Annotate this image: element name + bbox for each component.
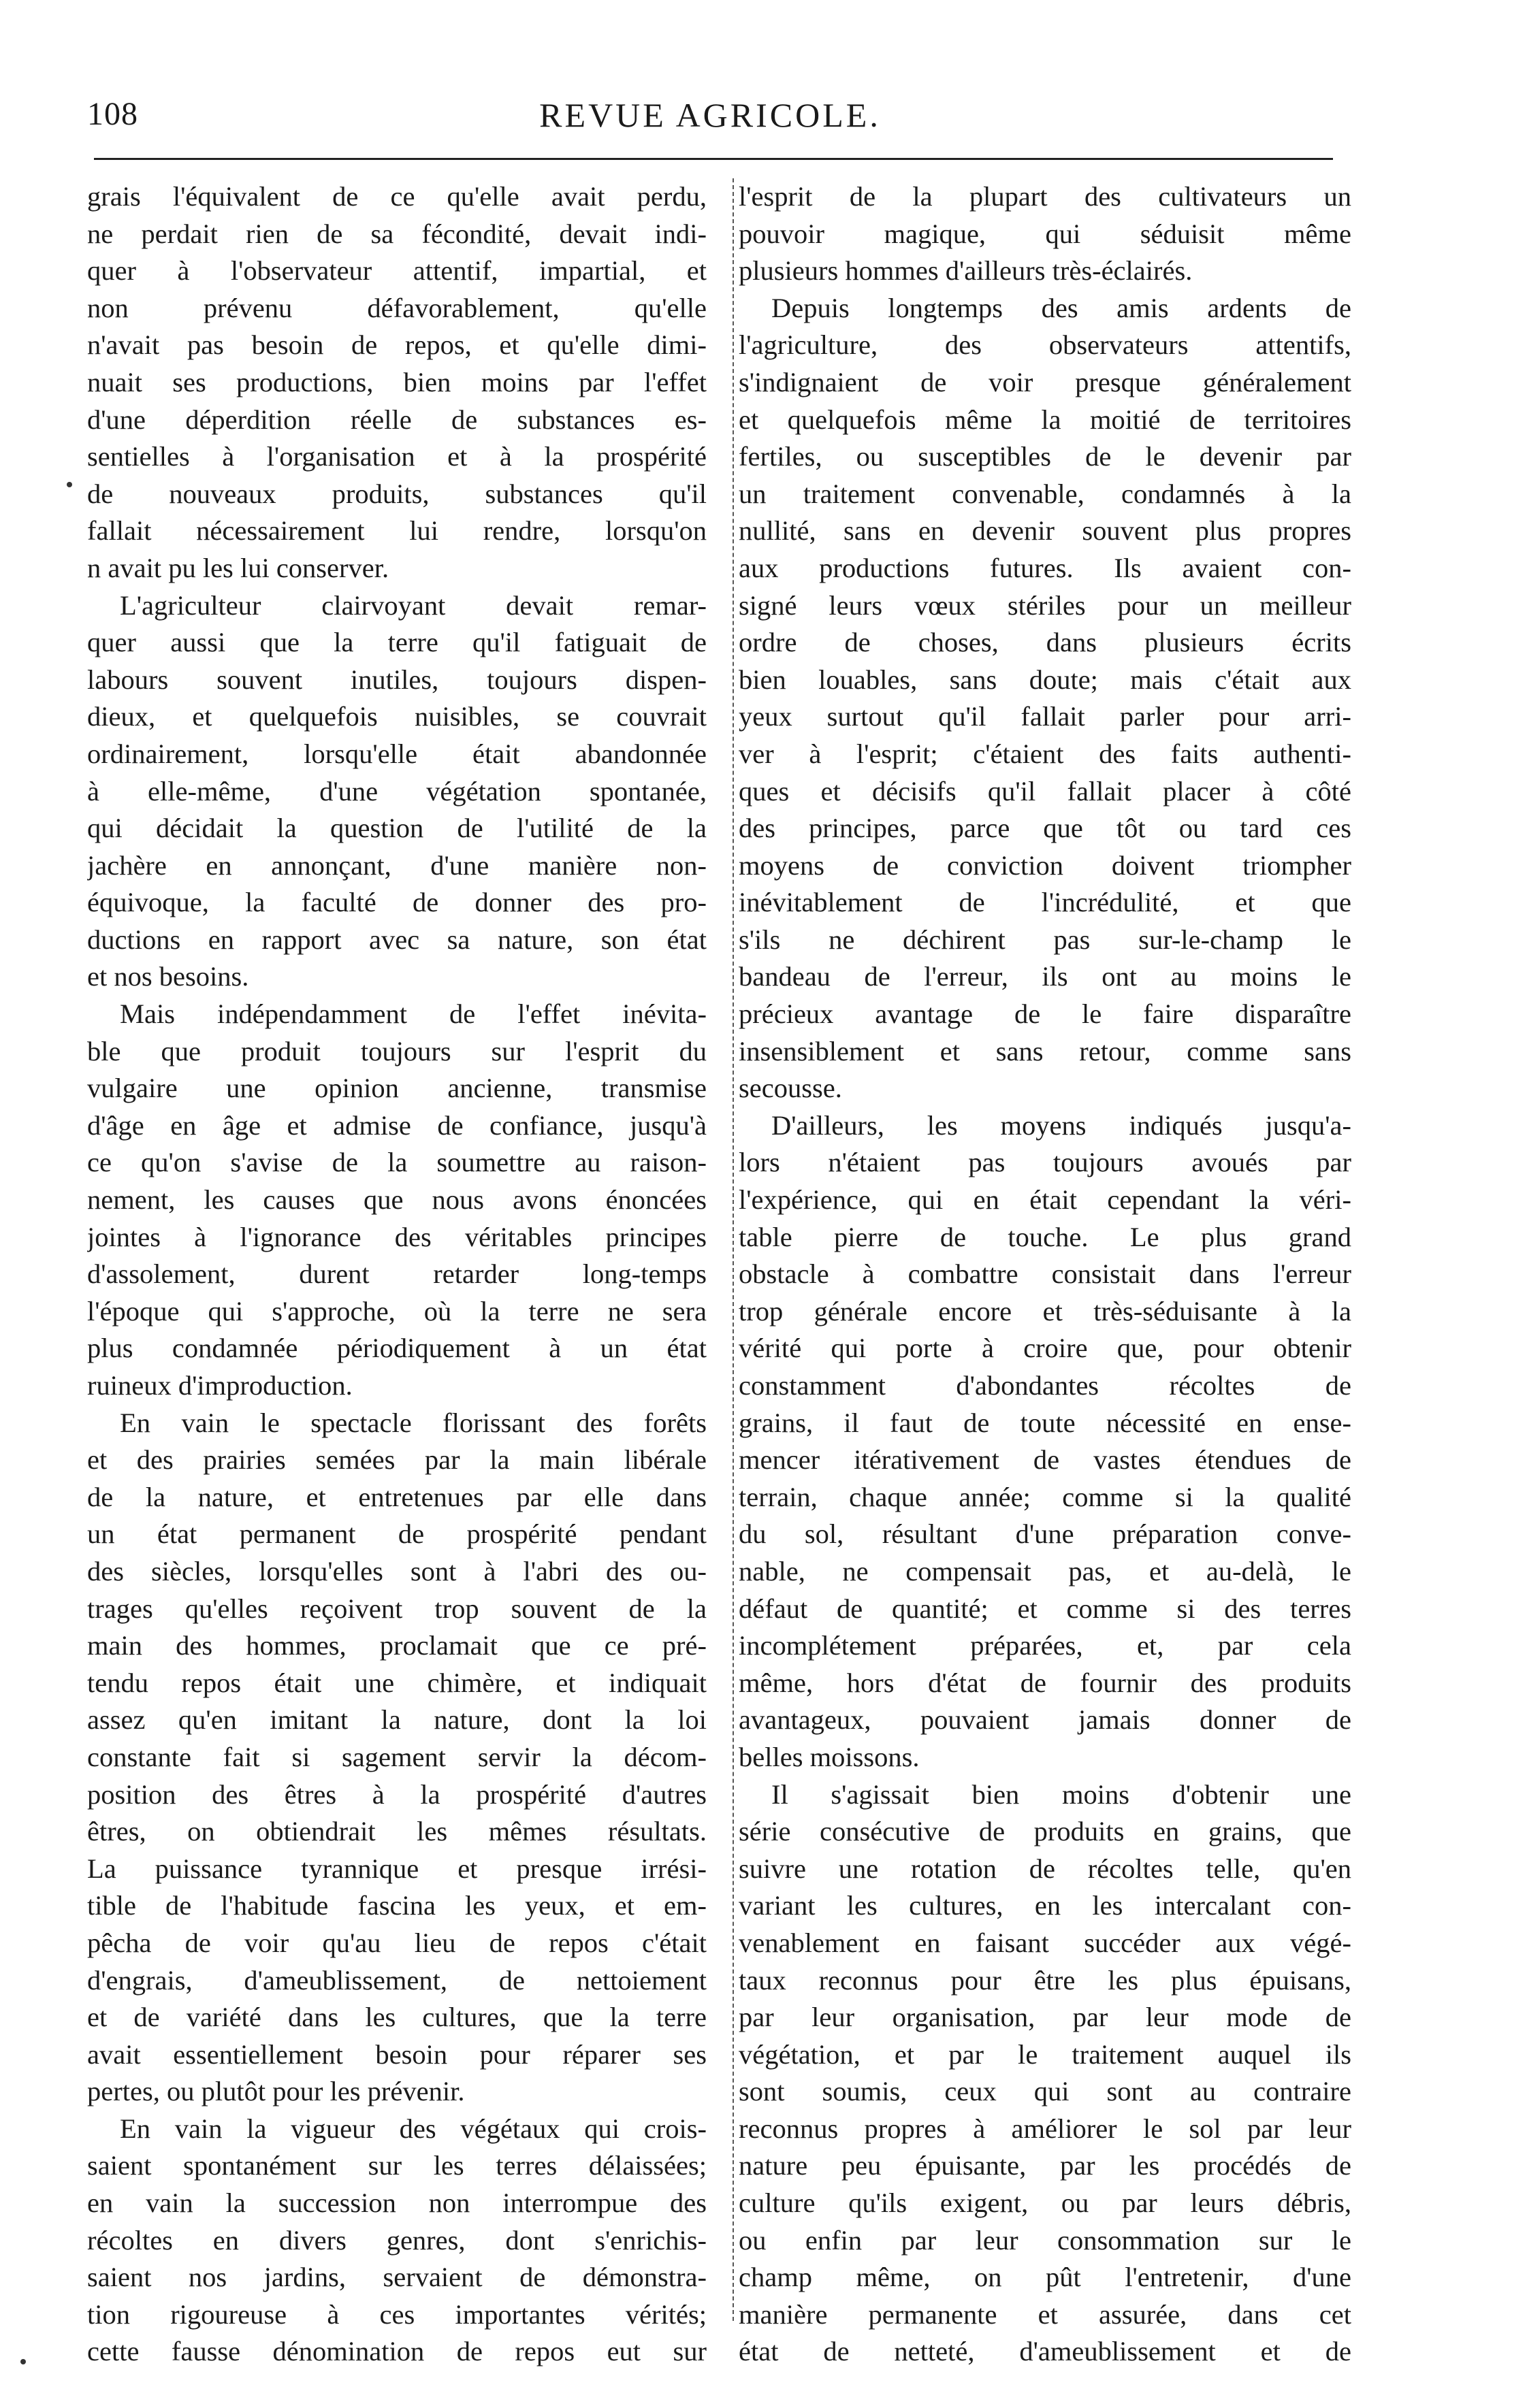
text-line: pertes, ou plutôt pour les prévenir. [87, 2076, 465, 2107]
text-line: champ même, on pût l'entretenir, d'une [739, 2262, 1351, 2293]
text-line: ruineux d'improduction. [87, 1370, 353, 1401]
column-divider [733, 178, 734, 2321]
text-line: D'ailleurs, les moyens indiqués jusqu'a- [771, 1109, 1351, 1141]
text-line: quer à l'observateur attentif, impartial, et [87, 255, 707, 287]
text-line: et de variété dans les cultures, que la terre [87, 2002, 707, 2033]
text-line: s'ils ne déchirent pas sur-le-champ le [739, 924, 1351, 955]
text-line: nement, les causes que nous avons énoncées [87, 1184, 707, 1216]
text-line: grais l'équivalent de ce qu'elle avait perdu, [87, 181, 707, 212]
text-line: variant les cultures, en les intercalant con- [739, 1890, 1351, 1921]
text-line: avait essentiellement besoin pour réparer ses [87, 2038, 707, 2070]
text-line: saient nos jardins, servaient de démonstra- [87, 2262, 707, 2293]
text-line: secousse. [739, 1073, 842, 1104]
text-line: par leur organisation, par leur mode de [739, 2002, 1351, 2033]
text-line: végétation, et par le traitement auquel ils [739, 2038, 1351, 2070]
text-line: l'agriculture, des observateurs attentifs, [739, 329, 1351, 361]
text-line: et des prairies semées par la main libérale [87, 1444, 707, 1476]
text-line: tendu repos était une chimère, et indiquait [87, 1667, 707, 1698]
text-line: quer aussi que la terre qu'il fatiguait de [87, 627, 707, 658]
text-line: sont soumis, ceux qui sont au contraire [739, 2076, 1351, 2107]
text-line: du sol, résultant d'une préparation conve- [739, 1518, 1351, 1550]
text-line: ver à l'esprit; c'étaient des faits authenti- [739, 738, 1351, 769]
text-line: labours souvent inutiles, toujours dispen- [87, 664, 707, 695]
text-line: manière permanente et assurée, dans cet [739, 2298, 1351, 2330]
text-line: La puissance tyrannique et presque irrési- [87, 1853, 707, 1884]
text-line: et nos besoins. [87, 961, 249, 992]
text-line: dieux, et quelquefois nuisibles, se couvrait [87, 701, 707, 732]
text-line: d'assolement, durent retarder long-temps [87, 1258, 707, 1290]
page-number: 108 [87, 96, 138, 132]
text-line: et quelquefois même la moitié de territoires [739, 404, 1351, 435]
text-line: d'âge en âge et admise de confiance, jusqu'à [87, 1109, 707, 1141]
text-line: moyens de conviction doivent triompher [739, 849, 1351, 881]
text-line: saient spontanément sur les terres délaissées; [87, 2150, 707, 2181]
text-line: n'avait pas besoin de repos, et qu'elle dimi- [87, 329, 707, 361]
text-line: Depuis longtemps des amis ardents de [771, 292, 1351, 323]
text-line: venablement en faisant succéder aux végé- [739, 1927, 1351, 1958]
text-line: reconnus propres à améliorer le sol par leur [739, 2113, 1351, 2144]
text-line: d'une déperdition réelle de substances es- [87, 404, 707, 435]
text-line: tible de l'habitude fascina les yeux, et em- [87, 1890, 707, 1921]
text-line: d'engrais, d'ameublissement, de nettoiement [87, 1964, 707, 1996]
text-line: nullité, sans en devenir souvent plus propres [739, 515, 1351, 547]
text-line: inévitablement de l'incrédulité, et que [739, 887, 1351, 918]
text-line: constante fait si sagement servir la décom- [87, 1741, 707, 1772]
text-line: état de netteté, d'ameublissement et de [739, 2336, 1351, 2367]
text-line: bandeau de l'erreur, ils ont au moins le [739, 961, 1351, 992]
text-line: signé leurs vœux stériles pour un meilleur [739, 589, 1351, 621]
text-line: vulgaire une opinion ancienne, transmise [87, 1073, 707, 1104]
text-line: sentielles à l'organisation et à la prospérité [87, 441, 707, 472]
text-line: plus condamnée périodiquement à un état [87, 1333, 707, 1364]
text-line: des siècles, lorsqu'elles sont à l'abri des ou- [87, 1555, 707, 1587]
text-line: insensiblement et sans retour, comme sans [739, 1035, 1351, 1067]
text-line: Il s'agissait bien moins d'obtenir une [771, 1778, 1351, 1810]
text-line: ques et décisifs qu'il fallait placer à côté [739, 775, 1351, 807]
text-line: belles moissons. [739, 1741, 920, 1772]
text-line: En vain la vigueur des végétaux qui crois- [120, 2113, 707, 2144]
text-line: En vain le spectacle florissant des forêts [120, 1407, 707, 1438]
text-line: de la nature, et entretenues par elle dans [87, 1481, 707, 1512]
text-line: cette fausse dénomination de repos eut sur [87, 2336, 707, 2367]
text-line: de nouveaux produits, substances qu'il [87, 478, 707, 509]
text-line: ble que produit toujours sur l'esprit du [87, 1035, 707, 1067]
text-line: même, hors d'état de fournir des produits [739, 1667, 1351, 1698]
text-line: plusieurs hommes d'ailleurs très-éclairés. [739, 255, 1193, 287]
left-column [87, 178, 707, 2371]
text-line: des principes, parce que tôt ou tard ces [739, 813, 1351, 844]
text-line: un traitement convenable, condamnés à la [739, 478, 1351, 509]
text-line: ne perdait rien de sa fécondité, devait indi- [87, 218, 707, 249]
text-line: ce qu'on s'avise de la soumettre au raison- [87, 1147, 707, 1178]
text-line: l'expérience, qui en était cependant la véri- [739, 1184, 1351, 1216]
text-line: pêcha de voir qu'au lieu de repos c'était [87, 1927, 707, 1958]
text-line: trop générale encore et très-séduisante à la [739, 1295, 1351, 1327]
text-line: main des hommes, proclamait que ce pré- [87, 1630, 707, 1661]
margin-dot [20, 2359, 26, 2364]
text-line: vérité qui porte à croire que, pour obtenir [739, 1333, 1351, 1364]
text-line: aux productions futures. Ils avaient con- [739, 552, 1351, 583]
text-line: pouvoir magique, qui séduisit même [739, 218, 1351, 249]
text-line: tion rigoureuse à ces importantes vérités; [87, 2298, 707, 2330]
text-line: L'agriculteur clairvoyant devait remar- [120, 589, 707, 621]
text-line: obstacle à combattre consistait dans l'erreur [739, 1258, 1351, 1290]
text-line: qui décidait la question de l'utilité de la [87, 813, 707, 844]
text-line: grains, il faut de toute nécessité en ense- [739, 1407, 1351, 1438]
text-line: bien louables, sans doute; mais c'était aux [739, 664, 1351, 695]
text-line: non prévenu défavorablement, qu'elle [87, 292, 707, 323]
text-line: terrain, chaque année; comme si la qualité [739, 1481, 1351, 1512]
text-line: incomplétement préparées, et, par cela [739, 1630, 1351, 1661]
text-line: avantageux, pouvaient jamais donner de [739, 1704, 1351, 1736]
text-line: yeux surtout qu'il fallait parler pour arri- [739, 701, 1351, 732]
text-line: mencer itérativement de vastes étendues de [739, 1444, 1351, 1476]
text-line: un état permanent de prospérité pendant [87, 1518, 707, 1550]
text-line: à elle-même, d'une végétation spontanée, [87, 775, 707, 807]
text-line: ordre de choses, dans plusieurs écrits [739, 627, 1351, 658]
text-line: fertiles, ou susceptibles de le devenir par [739, 441, 1351, 472]
text-line: culture qu'ils exigent, ou par leurs débris, [739, 2187, 1351, 2219]
text-line: série consécutive de produits en grains, que [739, 1816, 1351, 1847]
header-rule [94, 158, 1333, 160]
text-line: lors n'étaient pas toujours avoués par [739, 1147, 1351, 1178]
text-line: suivre une rotation de récoltes telle, qu'en [739, 1853, 1351, 1884]
text-line: fallait nécessairement lui rendre, lorsqu'on [87, 515, 707, 547]
text-line: position des êtres à la prospérité d'autres [87, 1778, 707, 1810]
text-line: défaut de quantité; et comme si des terres [739, 1593, 1351, 1624]
text-line: ordinairement, lorsqu'elle était abandonnée [87, 738, 707, 769]
right-column [739, 178, 1351, 2371]
margin-dot [67, 482, 72, 487]
text-line: taux reconnus pour être les plus épuisans, [739, 1964, 1351, 1996]
text-line: l'époque qui s'approche, où la terre ne sera [87, 1295, 707, 1327]
text-line: Mais indépendamment de l'effet inévita- [120, 998, 707, 1030]
text-line: constamment d'abondantes récoltes de [739, 1370, 1351, 1401]
text-line: précieux avantage de le faire disparaître [739, 998, 1351, 1030]
text-line: jachère en annonçant, d'une manière non- [87, 849, 707, 881]
page-header [87, 95, 1333, 143]
text-line: assez qu'en imitant la nature, dont la loi [87, 1704, 707, 1736]
text-line: ductions en rapport avec sa nature, son état [87, 924, 707, 955]
text-line: êtres, on obtiendrait les mêmes résultats. [87, 1816, 707, 1847]
text-line: récoltes en divers genres, dont s'enrichis- [87, 2224, 707, 2256]
text-line: en vain la succession non interrompue des [87, 2187, 707, 2219]
text-line: nuait ses productions, bien moins par l'effet [87, 366, 707, 397]
text-line: nable, ne compensait pas, et au-delà, le [739, 1555, 1351, 1587]
text-line: s'indignaient de voir presque généralement [739, 366, 1351, 397]
text-line: nature peu épuisante, par les procédés de [739, 2150, 1351, 2181]
text-line: l'esprit de la plupart des cultivateurs un [739, 181, 1351, 212]
text-line: équivoque, la faculté de donner des pro- [87, 887, 707, 918]
text-line: ou enfin par leur consommation sur le [739, 2224, 1351, 2256]
text-line: jointes à l'ignorance des véritables principes [87, 1221, 707, 1252]
running-title: REVUE AGRICOLE. [539, 96, 881, 134]
text-line: n avait pu les lui conserver. [87, 552, 389, 583]
text-line: trages qu'elles reçoivent trop souvent de la [87, 1593, 707, 1624]
text-line: table pierre de touche. Le plus grand [739, 1221, 1351, 1252]
